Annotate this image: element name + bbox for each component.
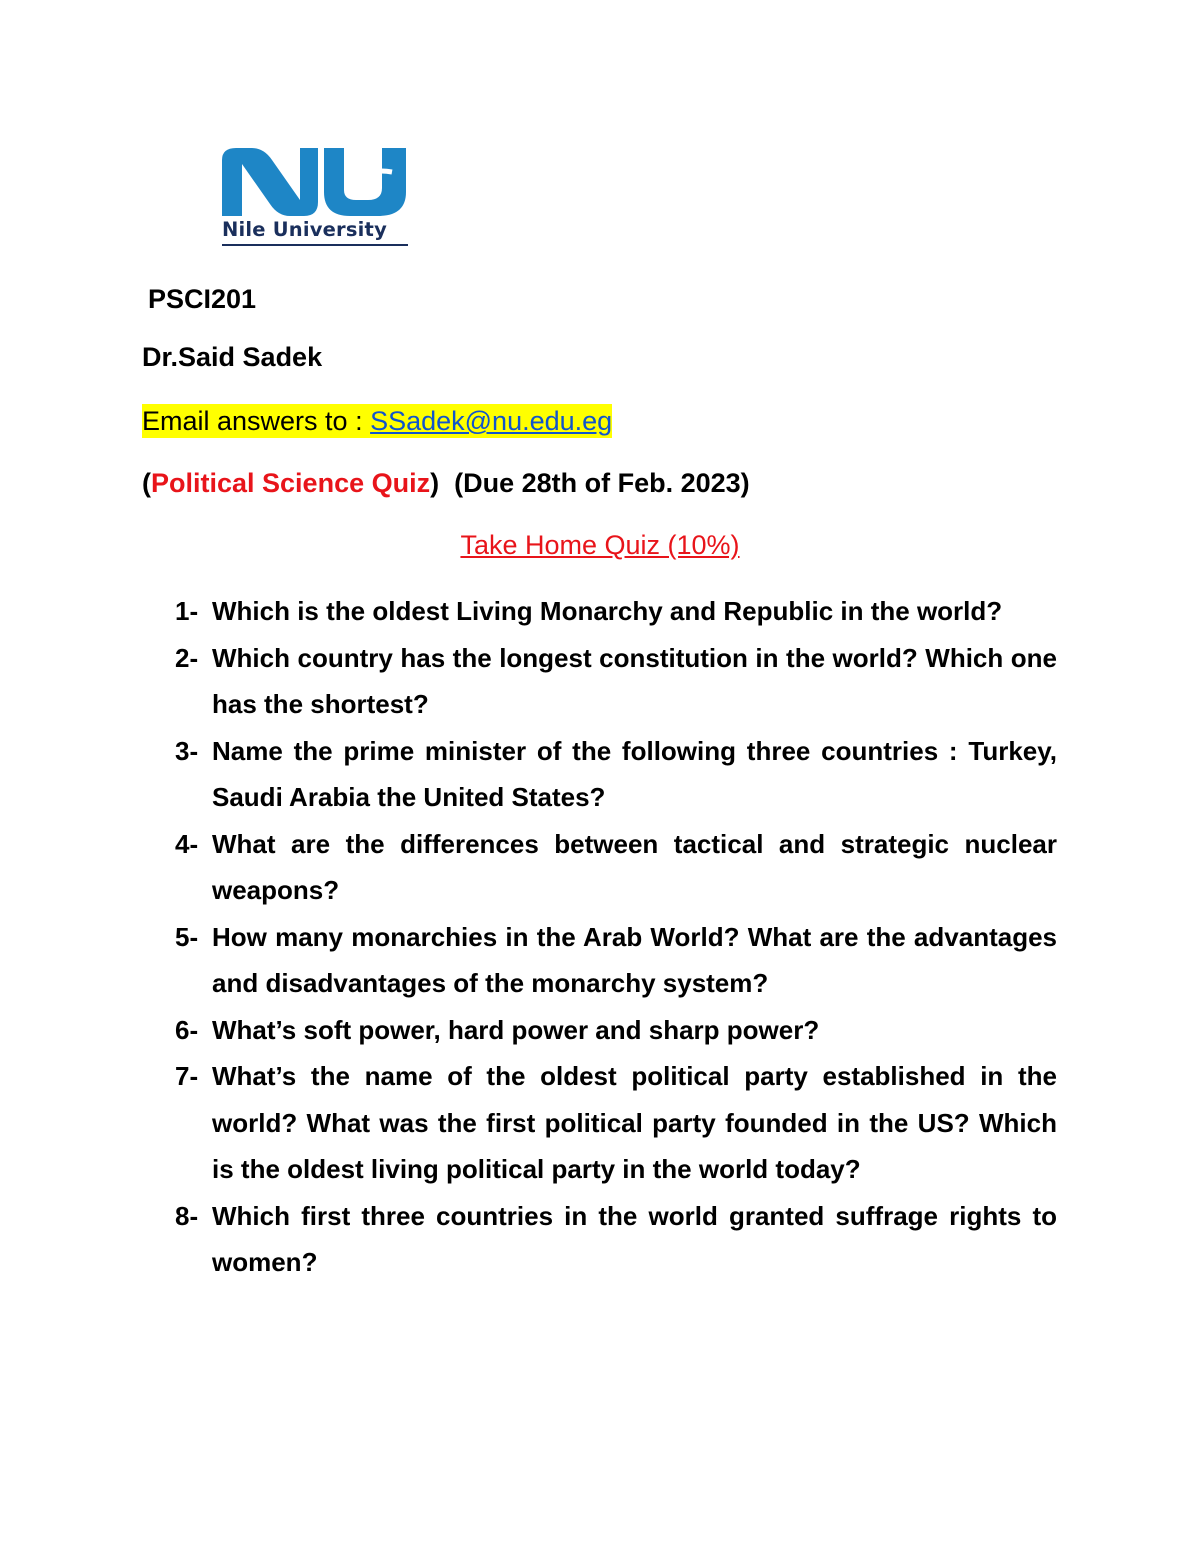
course-code: PSCI201 [148, 284, 257, 314]
email-instruction [142, 404, 612, 438]
email-link[interactable]: SSadek@nu.edu.eg [370, 406, 613, 436]
question-text: What’s soft power, hard power and sharp power? [212, 1014, 820, 1045]
question-text: Which country has the longest constitution in the world? Which one has the shortest? [212, 642, 1057, 719]
email-prefix: Email answers to : [142, 406, 371, 436]
question-text: Which is the oldest Living Monarchy and Republic in the world? [212, 596, 1003, 626]
logo-wordmark: Nile University [222, 218, 387, 241]
question-item [175, 1053, 1057, 1193]
question-item [175, 728, 1057, 821]
quiz-title: Take Home Quiz (10%) [460, 530, 740, 560]
question-item [175, 1193, 1057, 1286]
question-number: 7- [175, 1061, 199, 1091]
question-item [175, 588, 1057, 635]
question-item [175, 821, 1057, 914]
question-item [175, 914, 1057, 1007]
question-list [175, 588, 1057, 1286]
question-text: What are the differences between tactical and strategic nuclear weapons? [212, 828, 1057, 905]
question-text: Name the prime minister of the following three countries : Turkey, Saudi Arabia the United States? [212, 735, 1057, 812]
instructor-name: Dr.Said Sadek [142, 342, 323, 372]
question-text: Which first three countries in the world granted suffrage rights to women? [212, 1200, 1057, 1277]
question-number: 6- [175, 1014, 199, 1045]
question-number: 8- [175, 1200, 199, 1231]
question-number: 2- [175, 642, 199, 673]
question-item [175, 1007, 1057, 1054]
due-date: (Due 28th of Feb. 2023) [439, 468, 750, 498]
question-item [175, 635, 1057, 728]
nile-university-logo [220, 146, 410, 248]
quiz-open-paren: ( [142, 468, 151, 498]
quiz-heading [142, 466, 750, 500]
question-text: What’s the name of the oldest political party established in the world? What was the first political party founded in the US? Which is the oldest living political party in the world today? [212, 1061, 1057, 1184]
question-number: 3- [175, 735, 199, 766]
question-text: How many monarchies in the Arab World? What are the advantages and disadvantages of the monarchy system? [212, 921, 1057, 998]
question-number: 1- [175, 596, 199, 626]
quiz-close-paren: ) [430, 468, 440, 498]
quiz-name: Political Science Quiz [151, 468, 431, 498]
logo-underline [222, 244, 408, 246]
question-number: 5- [175, 921, 199, 952]
question-number: 4- [175, 828, 199, 859]
nu-logo-mark [220, 146, 410, 218]
